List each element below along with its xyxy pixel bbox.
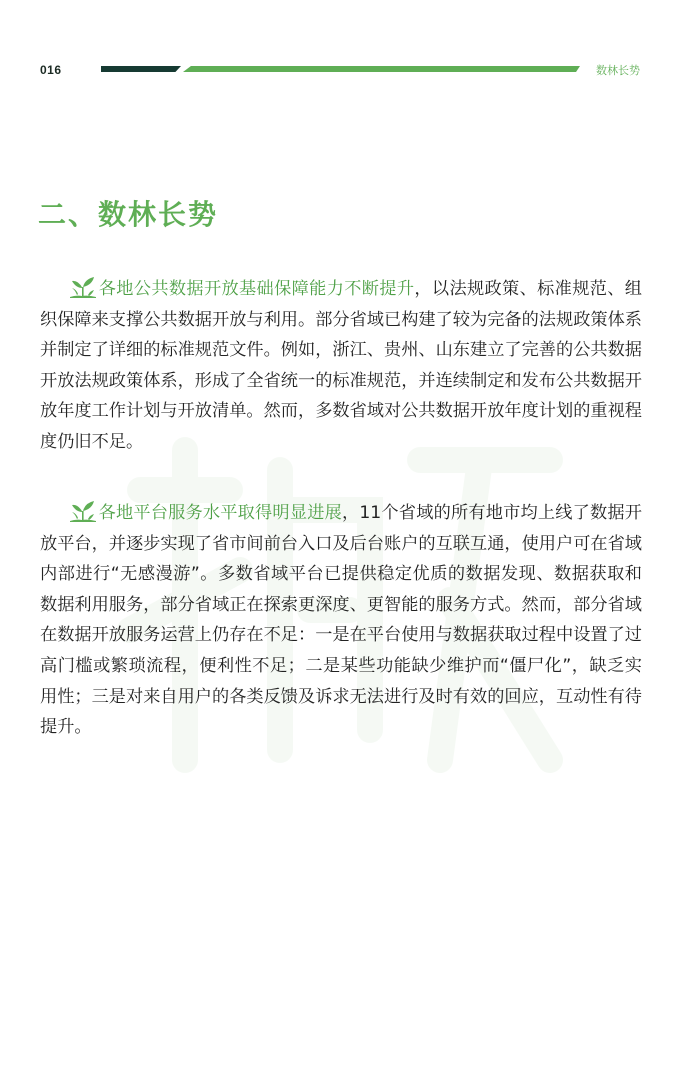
paragraph-infrastructure xyxy=(40,274,642,458)
paragraph-lead: 各地公共数据开放基础保障能力不断提升 xyxy=(98,279,415,299)
paragraph-lead: 各地平台服务水平取得明显进展 xyxy=(98,503,342,523)
paragraph-platform-service xyxy=(40,498,642,743)
section-title: 二、数林长势 xyxy=(38,198,219,231)
page-number: 016 xyxy=(40,63,62,77)
paragraph-body: ，以法规政策、标准规范、组织保障来支撑公共数据开放与利用。部分省域已构建了较为完备的法规政策体系并制定了详细的标准规范文件。例如，浙江、贵州、山东建立了完善的公共数据开放法规政策体系，形成了全省统一的标准规范，并连续制定和发布公共数据开放年度工作计划与开放清单。然而，多数省域对公共数据开放年度计划的重视程度仍旧不足。 xyxy=(40,279,642,452)
page-header xyxy=(0,0,680,90)
header-bar-green xyxy=(183,66,580,72)
header-bar-dark xyxy=(101,66,181,72)
paragraph-body: ，11个省域的所有地市均上线了数据开放平台，并逐步实现了省市间前台入口及后台账户的互联互通，使用户可在省域内部进行“无感漫游”。多数省域平台已提供稳定优质的数据发现、数据获取和数据利用服务，部分省域正在探索更深度、更智能的服务方式。然而，部分省域在数据开放服务运营上仍存在不足：一是在平台使用与数据获取过程中设置了过高门槛或繁琐流程，便利性不足；二是某些功能缺少维护而“僵尸化”，缺乏实用性；三是对来自用户的各类反馈及诉求无法进行及时有效的回应，互动性有待提升。 xyxy=(40,503,642,738)
sprout-icon xyxy=(68,499,98,523)
sprout-icon xyxy=(68,275,98,299)
running-title: 数林长势 xyxy=(596,64,640,77)
